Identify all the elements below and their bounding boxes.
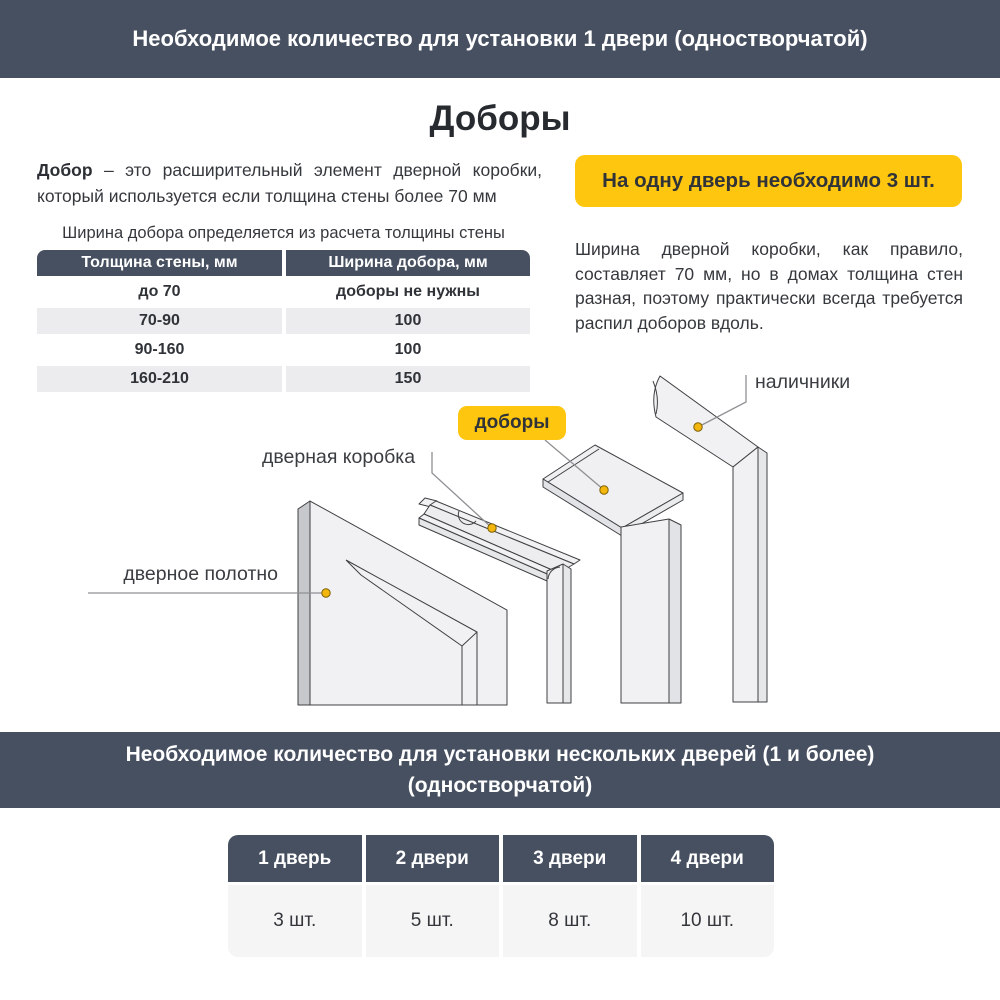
doors-table-header-cell: 2 двери xyxy=(366,835,500,882)
doors-table-value-cell: 3 шт. xyxy=(228,885,362,957)
doors-table xyxy=(228,835,774,957)
top-banner-title: Необходимое количество для установки 1 двери (одностворчатой) xyxy=(132,26,868,51)
intro-text: – это расширительный элемент дверной коробки, который используется если толщина стены более 70 мм xyxy=(37,160,542,206)
label-door-leaf: дверное полотно xyxy=(123,563,278,585)
wall-table-cell: доборы не нужны xyxy=(286,279,530,305)
doors-table-header-cell: 1 дверь xyxy=(228,835,362,882)
label-door-frame: дверная коробка xyxy=(262,446,416,468)
frame-width-note: Ширина дверной коробки, как правило, составляет 70 мм, но в домах толщина стен разная, поэтому практически всегда требуется распил доборов вдоль. xyxy=(575,239,963,333)
marker-dot-door-leaf xyxy=(322,589,330,597)
wall-table-header-cell: Ширина добора, мм xyxy=(286,250,530,276)
per-door-badge: На одну дверь необходимо 3 шт. xyxy=(575,155,962,207)
doors-table-value-cell: 10 шт. xyxy=(641,885,775,957)
wall-table-cell: 100 xyxy=(286,308,530,334)
label-extensions-badge: доборы xyxy=(458,406,566,440)
top-banner xyxy=(0,0,1000,78)
bottom-banner xyxy=(0,732,1000,808)
intro-term: Добор xyxy=(37,160,93,180)
wall-table-cell: 100 xyxy=(286,337,530,363)
wall-table-header-cell: Толщина стены, мм xyxy=(37,250,282,276)
wall-table-cell: 90-160 xyxy=(37,337,282,363)
wall-table-cell: 160-210 xyxy=(37,366,282,392)
wall-table-cell: до 70 xyxy=(37,279,282,305)
marker-dot-extensions xyxy=(600,486,608,494)
doors-table-value-cell: 8 шт. xyxy=(503,885,637,957)
bottom-banner-line2: (одностворчатой) xyxy=(407,774,593,797)
page-title: Доборы xyxy=(429,99,571,138)
doors-table-header-cell: 4 двери xyxy=(641,835,775,882)
label-architraves: наличники xyxy=(755,371,851,393)
marker-dot-architraves xyxy=(694,423,702,431)
intro-paragraph xyxy=(37,158,542,209)
doors-table-value-cell: 5 шт. xyxy=(366,885,500,957)
wall-table-cell: 70-90 xyxy=(37,308,282,334)
wall-table-cell: 150 xyxy=(286,366,530,392)
wall-table-caption: Ширина добора определяется из расчета толщины стены xyxy=(62,224,505,242)
bottom-banner-line1: Необходимое количество для установки нескольких дверей (1 и более) xyxy=(125,742,875,766)
marker-dot-door-frame xyxy=(488,524,496,532)
doors-table-header-cell: 3 двери xyxy=(503,835,637,882)
